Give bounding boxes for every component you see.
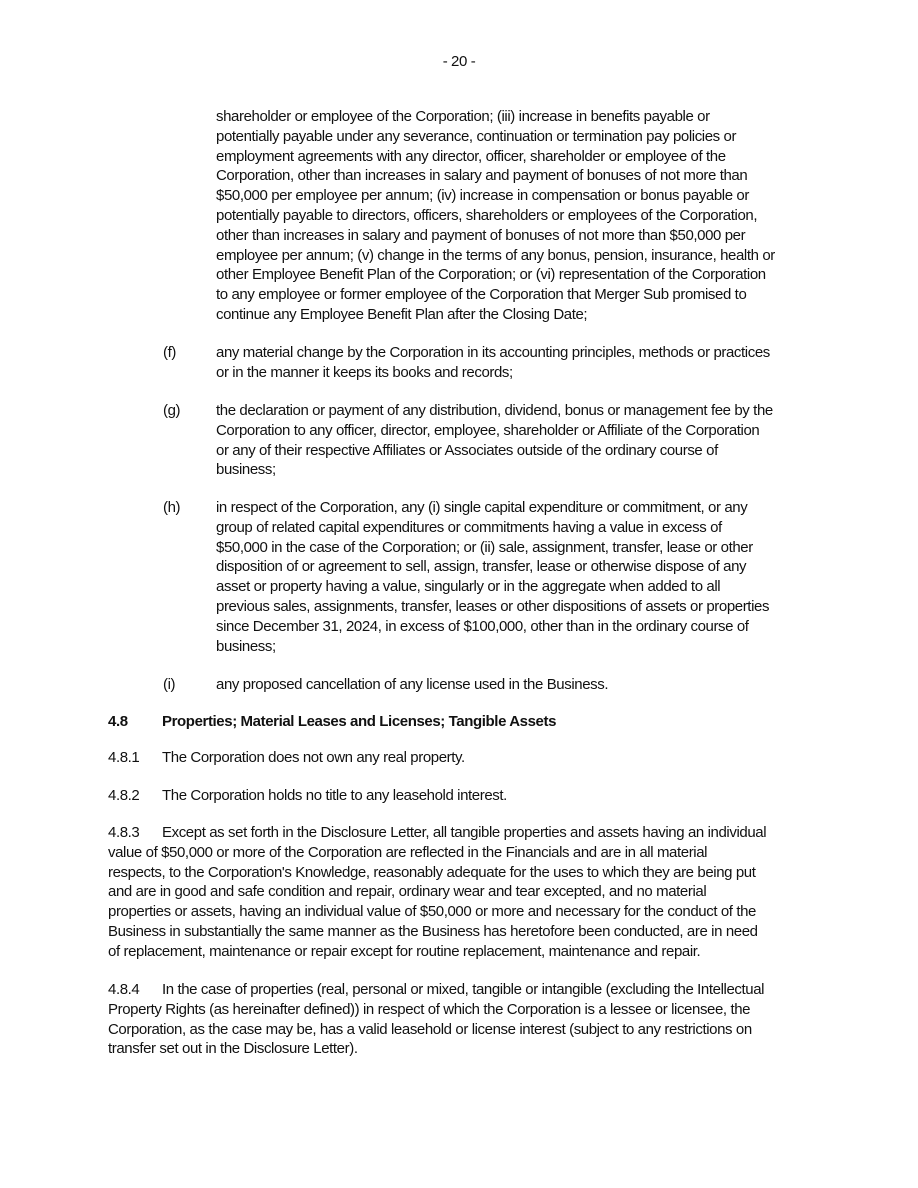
text-line: to any employee or former employee of the Corporation that Merger Sub promised to <box>216 286 747 304</box>
clause-number: 4.8.4 <box>108 981 140 998</box>
text-line: disposition of or agreement to sell, assign, transfer, lease or otherwise dispose of any <box>216 558 747 576</box>
text-line: continue any Employee Benefit Plan after the Closing Date; <box>216 305 588 323</box>
page-number: - 20 - <box>442 53 476 70</box>
text-line <box>108 748 465 768</box>
text-line: business; <box>216 637 276 655</box>
clause-number: 4.8.1 <box>108 749 140 766</box>
text-line <box>108 786 507 806</box>
clause-text: The Corporation does not own any real property. <box>162 749 465 766</box>
clause-4-8-4 <box>108 980 764 1059</box>
item-text <box>216 675 608 695</box>
text-line: respects, to the Corporation's Knowledge, reasonably adequate for the uses to which they are being put <box>108 863 756 881</box>
text-line: group of related capital expenditures or commitments having a value in excess of <box>216 518 722 536</box>
text-line <box>108 980 764 1000</box>
text-line: other Employee Benefit Plan of the Corporation; or (vi) representation of the Corporation <box>216 266 766 284</box>
clause-number: 4.8.2 <box>108 787 140 804</box>
item-label: (h) <box>163 499 181 516</box>
text-line: potentially payable to directors, officers, shareholders or employees of the Corporation, <box>216 206 758 224</box>
item-label: (g) <box>163 402 181 419</box>
clause-4-8-2 <box>108 786 507 806</box>
text-line: since December 31, 2024, in excess of $100,000, other than in the ordinary course of <box>216 617 749 635</box>
text-line: potentially payable under any severance, continuation or termination pay policies or <box>216 127 737 145</box>
item-label: (f) <box>163 344 176 361</box>
clause-text: Except as set forth in the Disclosure Letter, all tangible properties and assets having an individual <box>162 824 767 841</box>
clause-4-8-3 <box>108 823 766 962</box>
text-line: or in the manner it keeps its books and records; <box>216 363 513 381</box>
text-line: employment agreements with any director, officer, shareholder or employee of the <box>216 147 726 165</box>
text-line: the declaration or payment of any distribution, dividend, bonus or management fee by the <box>216 402 773 419</box>
text-line: Business in substantially the same manner as the Business has heretofore been conducted, are in need <box>108 922 758 940</box>
section-heading <box>108 712 556 732</box>
clause-text: In the case of properties (real, personal or mixed, tangible or intangible (excluding the Intellectual <box>162 981 765 998</box>
text-line: Property Rights (as hereinafter defined)) in respect of which the Corporation is a lessee or licensee, the <box>108 1000 751 1018</box>
text-line: value of $50,000 or more of the Corporation are reflected in the Financials and are in all material <box>108 843 708 861</box>
text-line: any proposed cancellation of any license used in the Business. <box>216 676 609 693</box>
clause-number: 4.8.3 <box>108 824 140 841</box>
section-title: Properties; Material Leases and Licenses; Tangible Assets <box>162 713 557 730</box>
text-line: shareholder or employee of the Corporation; (iii) increase in benefits payable or <box>216 108 710 125</box>
text-line: asset or property having a value, singularly or in the aggregate when added to all <box>216 578 721 596</box>
text-line: employee per annum; (v) change in the terms of any bonus, pension, insurance, health or <box>216 246 775 264</box>
clause-4-8-1 <box>108 748 465 768</box>
item-text <box>216 343 770 383</box>
text-line: and are in good and safe condition and repair, ordinary wear and tear excepted, and no material <box>108 883 707 901</box>
clause-text: The Corporation holds no title to any leasehold interest. <box>162 787 507 804</box>
text-line: in respect of the Corporation, any (i) single capital expenditure or commitment, or any <box>216 499 748 516</box>
section-number: 4.8 <box>108 713 128 730</box>
text-line: Corporation to any officer, director, employee, shareholder or Affiliate of the Corporation <box>216 421 760 439</box>
text-line: properties or assets, having an individual value of $50,000 or more and necessary for the conduct of the <box>108 903 756 921</box>
text-line: $50,000 in the case of the Corporation; or (ii) sale, assignment, transfer, lease or other <box>216 538 753 556</box>
text-line: Corporation, other than increases in salary and payment of bonuses of not more than <box>216 167 748 185</box>
item-text <box>216 498 769 656</box>
text-line: or any of their respective Affiliates or Associates outside of the ordinary course of <box>216 441 718 459</box>
text-line: transfer set out in the Disclosure Letter). <box>108 1040 358 1058</box>
item-label: (i) <box>163 676 176 693</box>
text-line: previous sales, assignments, transfer, leases or other dispositions of assets or properties <box>216 597 770 615</box>
text-line: any material change by the Corporation in its accounting principles, methods or practices <box>216 344 770 361</box>
text-line: other than increases in salary and payment of bonuses of not more than $50,000 per <box>216 226 746 244</box>
item-text <box>216 401 773 480</box>
text-line: Corporation, as the case may be, has a valid leasehold or license interest (subject to any restrictions on <box>108 1020 752 1038</box>
text-line <box>108 823 766 843</box>
text-line: of replacement, maintenance or repair except for routine replacement, maintenance and repair. <box>108 942 701 960</box>
continuation-paragraph <box>216 107 775 325</box>
text-line: $50,000 per employee per annum; (iv) increase in compensation or bonus payable or <box>216 187 749 205</box>
text-line: business; <box>216 461 276 479</box>
